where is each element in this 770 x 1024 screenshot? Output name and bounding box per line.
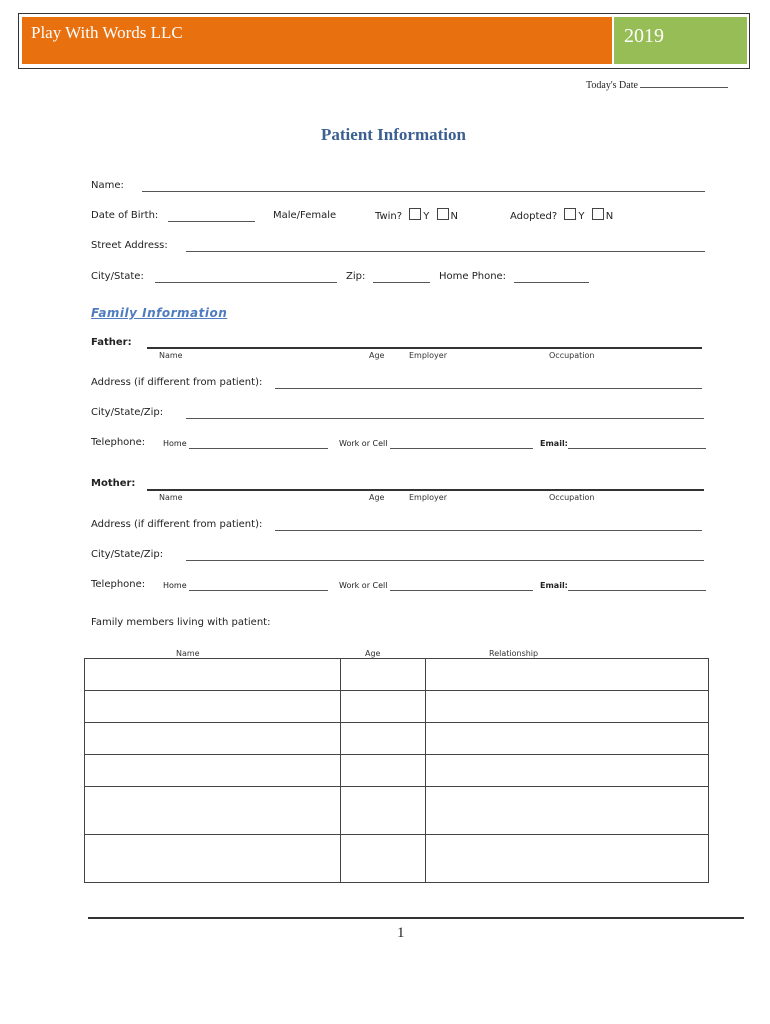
- father-work-field[interactable]: [390, 438, 533, 449]
- zip-label: Zip:: [346, 271, 366, 282]
- cell-relationship[interactable]: [426, 691, 709, 723]
- adopted-no-label: N: [605, 211, 614, 222]
- twin-yes-checkbox[interactable]: [409, 208, 421, 220]
- zip-field[interactable]: [373, 272, 430, 283]
- table-row: [85, 691, 709, 723]
- adopted-label: Adopted?: [510, 211, 558, 222]
- table-row: [85, 659, 709, 691]
- table-row: [85, 723, 709, 755]
- father-city-field[interactable]: [186, 408, 704, 419]
- cell-age[interactable]: [341, 835, 426, 883]
- father-label: Father:: [91, 337, 132, 348]
- cell-name[interactable]: [85, 755, 341, 787]
- father-sub-occupation: Occupation: [549, 351, 595, 360]
- home-phone-field[interactable]: [514, 272, 589, 283]
- cell-name[interactable]: [85, 787, 341, 835]
- dob-label: Date of Birth:: [91, 210, 159, 221]
- twin-no-checkbox[interactable]: [437, 208, 449, 220]
- street-field[interactable]: [186, 241, 705, 252]
- adopted-yes-checkbox[interactable]: [564, 208, 576, 220]
- father-sub-age: Age: [369, 351, 385, 360]
- dob-field[interactable]: [168, 211, 255, 222]
- header-year: 2019: [624, 25, 664, 47]
- table-row: [85, 787, 709, 835]
- table-row: [85, 835, 709, 883]
- family-members-table: [84, 658, 709, 883]
- father-sub-name: Name: [159, 351, 183, 360]
- mother-label: Mother:: [91, 478, 136, 489]
- mother-home-label: Home: [163, 581, 187, 590]
- twin-yes-label: Y: [423, 211, 430, 222]
- cell-age[interactable]: [341, 755, 426, 787]
- name-field[interactable]: [142, 181, 705, 192]
- cell-relationship[interactable]: [426, 723, 709, 755]
- father-address-label: Address (if different from patient):: [91, 377, 263, 388]
- mother-sub-employer: Employer: [409, 493, 447, 502]
- mother-work-field[interactable]: [390, 580, 533, 591]
- mother-city-field[interactable]: [186, 550, 704, 561]
- father-address-field[interactable]: [275, 378, 702, 389]
- mother-address-field[interactable]: [275, 520, 702, 531]
- footer-rule: [88, 917, 744, 919]
- family-info-heading: Family Information: [91, 306, 228, 320]
- cell-name[interactable]: [85, 691, 341, 723]
- twin-label: Twin?: [375, 211, 403, 222]
- adopted-group: [510, 208, 613, 222]
- page-number: 1: [397, 925, 405, 941]
- name-label: Name:: [91, 180, 124, 191]
- sex-label[interactable]: Male/Female: [273, 210, 337, 221]
- cell-name[interactable]: [85, 659, 341, 691]
- father-sub-employer: Employer: [409, 351, 447, 360]
- cell-relationship[interactable]: [426, 659, 709, 691]
- col-name-header: Name: [176, 649, 200, 658]
- page-title: Patient Information: [321, 125, 466, 144]
- mother-email-field[interactable]: [568, 580, 706, 591]
- col-age-header: Age: [365, 649, 381, 658]
- cell-age[interactable]: [341, 691, 426, 723]
- cell-name[interactable]: [85, 835, 341, 883]
- cell-age[interactable]: [341, 723, 426, 755]
- mother-address-label: Address (if different from patient):: [91, 519, 263, 530]
- home-phone-label: Home Phone:: [439, 271, 507, 282]
- todays-date-blank[interactable]: [640, 87, 728, 88]
- father-home-label: Home: [163, 439, 187, 448]
- cell-relationship[interactable]: [426, 755, 709, 787]
- mother-city-label: City/State/Zip:: [91, 549, 164, 560]
- cell-relationship[interactable]: [426, 787, 709, 835]
- cell-age[interactable]: [341, 659, 426, 691]
- mother-home-field[interactable]: [189, 580, 328, 591]
- mother-work-label: Work or Cell: [339, 581, 388, 590]
- father-city-label: City/State/Zip:: [91, 407, 164, 418]
- company-name: Play With Words LLC: [31, 23, 183, 42]
- cell-relationship[interactable]: [426, 835, 709, 883]
- city-state-label: City/State:: [91, 271, 144, 282]
- todays-date: [586, 80, 728, 91]
- family-members-label: Family members living with patient:: [91, 617, 271, 628]
- mother-sub-occupation: Occupation: [549, 493, 595, 502]
- table-row: [85, 755, 709, 787]
- city-state-field[interactable]: [155, 272, 337, 283]
- mother-sub-name: Name: [159, 493, 183, 502]
- father-work-label: Work or Cell: [339, 439, 388, 448]
- twin-group: [375, 208, 458, 222]
- mother-sub-age: Age: [369, 493, 385, 502]
- mother-email-label: Email:: [540, 581, 568, 590]
- todays-date-label: Today's Date: [586, 80, 638, 91]
- cell-name[interactable]: [85, 723, 341, 755]
- twin-no-label: N: [450, 211, 459, 222]
- mother-phone-label: Telephone:: [91, 579, 146, 590]
- street-label: Street Address:: [91, 240, 168, 251]
- father-phone-label: Telephone:: [91, 437, 146, 448]
- cell-age[interactable]: [341, 787, 426, 835]
- adopted-yes-label: Y: [578, 211, 585, 222]
- mother-name-field[interactable]: [147, 479, 704, 491]
- col-relationship-header: Relationship: [489, 649, 539, 658]
- father-name-field[interactable]: [147, 337, 702, 349]
- father-home-field[interactable]: [189, 438, 328, 449]
- father-email-field[interactable]: [568, 438, 706, 449]
- adopted-no-checkbox[interactable]: [592, 208, 604, 220]
- father-email-label: Email:: [540, 439, 568, 448]
